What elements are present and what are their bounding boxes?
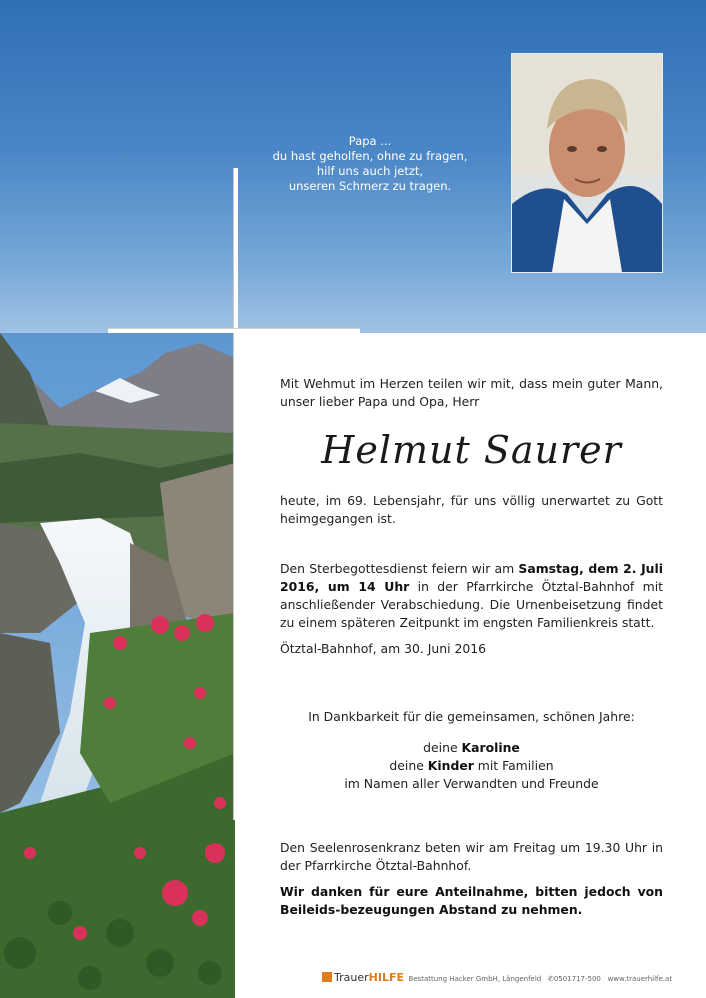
poem-line: hilf uns auch jetzt, [316,164,424,178]
passing-text: heute, im 69. Lebensjahr, für uns völlig unerwartet zu Gott heimgegangen ist. [280,493,663,526]
service-lead: Den Sterbegottesdienst feiern wir am [280,561,519,576]
service-date: Samstag, dem 2. Juli 2016, um 14 Uhr [280,561,664,594]
place-date: Ötztal-Bahnhof, am 30. Juni 2016 [280,641,487,656]
deceased-name: Helmut Saurer [321,428,622,472]
family-signature [280,739,663,793]
trauerhilfe-logo [322,971,404,984]
poem-line: Papa ... [348,134,392,148]
gratitude-line: In Dankbarkeit für die gemeinsamen, schönen Jahre: [308,709,635,724]
wife-name: Karoline [461,740,520,755]
intro-text: Mit Wehmut im Herzen teilen wir mit, dass mein guter Mann, unser lieber Papa und Opa, Herr [280,376,663,409]
cross-vertical-beam [233,168,238,820]
phone-number: 0501717-500 [553,975,601,983]
poem [250,134,490,194]
logo-text-b: HILFE [368,971,404,984]
poem-line: unseren Schmerz zu tragen. [288,179,452,193]
poem-line: du hast geholfen, ohne zu fragen, [272,149,468,163]
family-line-wife [280,739,663,757]
service-rest: in der Pfarrkirche Ötztal-Bahnhof mit anschließender Verabschiedung. Die Urnenbeisetzung findet zu einem späteren Zeitpunkt im engsten Familienkreis statt. [280,579,664,630]
phone-icon: ✆ [547,975,554,983]
rosary-text: Den Seelenrosenkranz beten wir am Freitag um 19.30 Uhr in der Pfarrkirche Ötztal-Bahnhof. [280,840,663,873]
portrait-photo [511,53,663,273]
logo-text-a: Trauer [334,971,369,984]
funeral-service-text [280,560,663,632]
children-label: Kinder [427,758,474,773]
thanks-bold: Wir danken für eure Anteilnahme, bitten jedoch von Beileids-bezeugungen Abstand zu nehmen. [280,884,663,917]
mountain-stream-photo [0,333,235,998]
company-name: Bestattung Hacker GmbH, Längenfeld [408,975,542,983]
footer [322,971,692,984]
family-suffix: mit Familien [473,758,554,773]
family-line-children [280,757,663,775]
logo-icon [322,972,332,982]
thanks-text [280,883,663,919]
cross-horizontal-beam [108,328,360,333]
family-prefix: deine [389,758,428,773]
family-prefix: deine [423,740,462,755]
family-line-relatives: im Namen aller Verwandten und Freunde [344,776,599,791]
website: www.trauerhilfe.at [607,975,673,983]
